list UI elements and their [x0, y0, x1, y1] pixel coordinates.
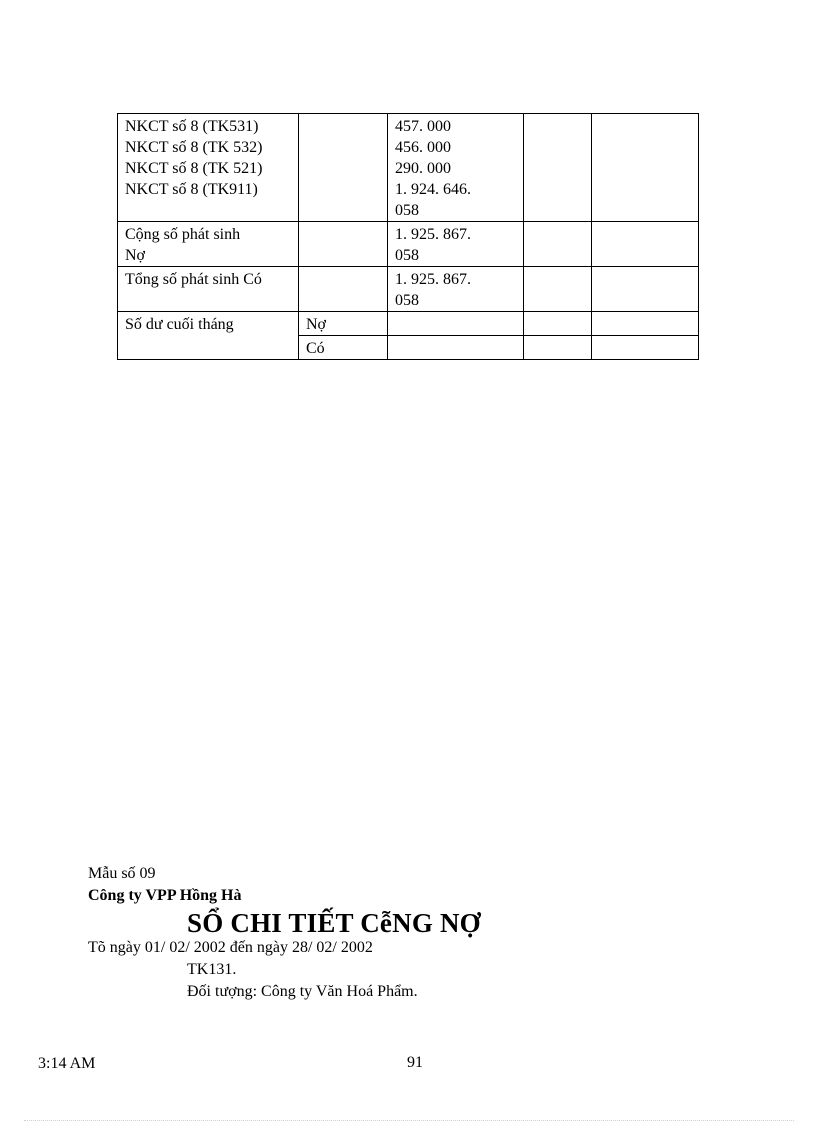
amount-line: 1. 925. 867. [395, 226, 471, 243]
amount-line: 1. 925. 867. [395, 271, 471, 288]
page-number: 91 [407, 1054, 423, 1071]
closing-debit-label: Nợ [299, 312, 388, 336]
footer-time: 3:14 AM [38, 1055, 96, 1072]
empty-cell [592, 312, 699, 336]
empty-cell [524, 336, 592, 360]
empty-cell [592, 114, 699, 222]
closing-credit-label: Có [299, 336, 388, 360]
amount-line: 457. 000 [395, 118, 451, 135]
amount-line: 058 [395, 292, 419, 309]
row-amount [388, 267, 524, 312]
description-line: Cộng số phát sinh [125, 226, 241, 243]
row-sub-cell [299, 267, 388, 312]
description-line: NKCT số 8 (TK911) [125, 181, 258, 198]
description-line: Tổng số phát sinh Có [125, 271, 262, 288]
closing-balance-label: Số dư cuối tháng [118, 312, 299, 360]
description-line: Nợ [125, 247, 146, 264]
empty-cell [388, 336, 524, 360]
row-sub-cell [299, 222, 388, 267]
table-row [118, 222, 699, 267]
empty-cell [524, 312, 592, 336]
row-description [118, 114, 299, 222]
empty-cell [592, 222, 699, 267]
amount-line: 1. 924. 646. [395, 181, 471, 198]
row-amount [388, 222, 524, 267]
table-row [118, 312, 699, 336]
period-range: Tõ ngày 01/ 02/ 2002 đến ngày 28/ 02/ 2002 [88, 939, 373, 956]
description-line: NKCT số 8 (TK 532) [125, 139, 263, 156]
row-sub-cell [299, 114, 388, 222]
ledger-table [117, 113, 699, 360]
empty-cell [592, 336, 699, 360]
table-row [118, 114, 699, 222]
account-code: TK131. [187, 961, 237, 978]
row-description [118, 222, 299, 267]
description-line: NKCT số 8 (TK 521) [125, 160, 263, 177]
empty-cell [388, 312, 524, 336]
amount-line: 058 [395, 202, 419, 219]
amount-line: 290. 000 [395, 160, 451, 177]
form-number: Mẫu số 09 [88, 865, 156, 882]
table-row [118, 267, 699, 312]
counterparty: Đối tượng: Công ty Văn Hoá Phẩm. [187, 983, 418, 1000]
page-divider [24, 1120, 794, 1121]
document-title: SỔ CHI TIẾT CễNG NỢ [187, 908, 481, 938]
empty-cell [524, 114, 592, 222]
amount-line: 456. 000 [395, 139, 451, 156]
empty-cell [524, 267, 592, 312]
amount-line: 058 [395, 247, 419, 264]
empty-cell [592, 267, 699, 312]
row-description [118, 267, 299, 312]
description-line: NKCT số 8 (TK531) [125, 118, 259, 135]
row-amount [388, 114, 524, 222]
company-name: Công ty VPP Hồng Hà [88, 887, 242, 904]
empty-cell [524, 222, 592, 267]
